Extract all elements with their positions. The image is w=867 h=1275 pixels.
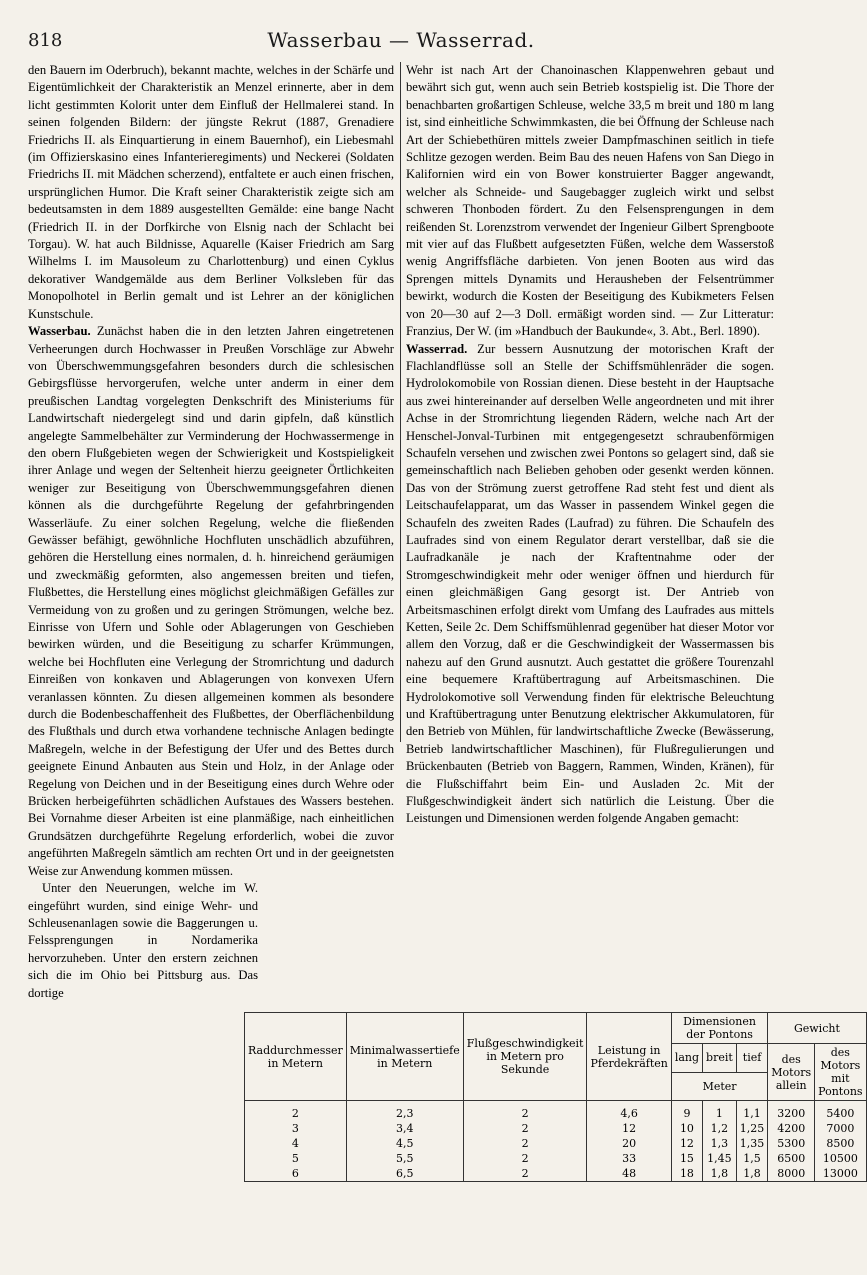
cell-g1: 6500	[768, 1151, 815, 1166]
paragraph-text: Zur bessern Ausnutzung der motorischen Kraft der Flachlandflüsse soll an Stelle der Schiffsmühlenräder die sogen. Hydrolokomobile von Rossian dienen. Diese besteht in der Hauptsache aus zwei hintereinander auf derselben Welle angeordneten und mit ihrer Achse in der Stromrichtung liegenden Rädern, welche nach Art der Henschel-Jonval-Turbinen mit entgegengesetzt schraubenförmigen Schaufeln versehen und zwischen zwei Pontons so gelagert sind, daß sie gemeinschaftlich nach Belieben gehoben oder gesenkt werden können. Das von der Strömung zuerst getroffene Rad steht fest und dient als Leitschaufelapparat, um das Wasser in passendem Winkel gegen die Schaufeln des zweiten Rades (Laufrad) zu führen. Die Schaufeln des Laufrades sind von einem Regulator derart verstellbar, daß sie die Laufradkanäle je nach der Kraftentnahme oder der Stromgeschwindigkeit mehr oder weniger öffnen und hierdurch für einen gleichmäßigen Gang gesorgt ist. Der Antrieb von Arbeitsmaschinen erfolgt direkt vom Umfang des Laufrades aus mittels Ketten, Seile 2c. Dem Schiffsmühlenrad gegenüber hat dieser Motor vor allem den Vorzug, daß er die Geschwindigkeit der Wassermassen bis nahezu auf den Grund ausnutzt. Auch gestattet die größere Tourenzahl eine bequemere Kraftübertragung auf Arbeitsmaschinen. Die Hydrolokomotive soll Verwendung finden für elektrische Beleuchtung und Kraftübertragung unter Benutzung elektrischer Akkumulatoren, für den Betrieb von Mühlen, für landwirtschaftliche Zwecke (Bewässerung, Betrieb landwirtschaftlicher Maschinen), für Flußregulierungen und Brückenbauten (Betrieb von Baggern, Rammen, Winden, Kränen), für die Flußschiffahrt beim Ein- und Ausladen 2c. Mit der Flußgeschwindigkeit ändert sich natürlich die Leistung. Über die Leistungen und Dimensionen werden folgende Angaben gemacht:	[406, 341, 774, 826]
col-header-gewicht: Gewicht	[768, 1013, 866, 1044]
cell-ps: 48	[587, 1166, 671, 1182]
cell-v: 2	[463, 1151, 587, 1166]
col-header-wassertiefe: Minimalwassertiefe in Metern	[346, 1013, 463, 1101]
cell-w: 2,3	[346, 1101, 463, 1122]
cell-t: 1,8	[736, 1166, 768, 1182]
paragraph-wasserrad	[406, 341, 774, 828]
cell-w: 5,5	[346, 1151, 463, 1166]
col-header-dimensionen: Dimensionen der Pontons	[671, 1013, 767, 1044]
table-row	[245, 1166, 867, 1182]
cell-t: 1,5	[736, 1151, 768, 1166]
cell-v: 2	[463, 1101, 587, 1122]
cell-t: 1,25	[736, 1121, 768, 1136]
table-row	[245, 1121, 867, 1136]
cell-l: 9	[671, 1101, 702, 1122]
lemma-heading: Wasserrad.	[406, 341, 468, 356]
cell-t: 1,1	[736, 1101, 768, 1122]
cell-ps: 4,6	[587, 1101, 671, 1122]
table-row	[245, 1151, 867, 1166]
cell-g2: 13000	[815, 1166, 866, 1182]
col-header-raddurchmesser: Raddurchmesser in Metern	[245, 1013, 347, 1101]
cell-ps: 20	[587, 1136, 671, 1151]
cell-g1: 4200	[768, 1121, 815, 1136]
cell-d: 3	[245, 1121, 347, 1136]
cell-ps: 33	[587, 1151, 671, 1166]
cell-b: 1,45	[703, 1151, 737, 1166]
cell-b: 1,3	[703, 1136, 737, 1151]
cell-g1: 8000	[768, 1166, 815, 1182]
cell-g2: 10500	[815, 1151, 866, 1166]
col-header-meter: Meter	[671, 1072, 767, 1101]
cell-w: 3,4	[346, 1121, 463, 1136]
right-column	[406, 62, 774, 828]
lemma-heading: Wasserbau.	[28, 324, 91, 339]
cell-b: 1	[703, 1101, 737, 1122]
left-column	[28, 62, 394, 1002]
cell-d: 6	[245, 1166, 347, 1182]
cell-t: 1,35	[736, 1136, 768, 1151]
paragraph: Unter den Neuerungen, welche im W. eingeführt wurden, sind einige Wehr- und Schleusenanlagen sowie die Baggerungen u. Felssprengungen in Nordamerika hervorzuheben. Unter den erstern zeichnen sich die im Ohio bei Pittsburg aus. Das dortige	[28, 881, 258, 1000]
col-header-lang: lang	[671, 1044, 702, 1073]
paragraph: den Bauern im Oderbruch), bekannt machte, welches in der Schärfe und Eigentümlichkeit der Charakteristik an Menzel erinnerte, aber in dem licht gestimmten Kolorit unter dem Einfluß der Hellmalerei stand. In seinen folgenden Bildern: der jüngste Rekrut (1887, Grenadiere Friedrichs II. als Einquartierung in einem Bauernhof), ein Liebesmahl (im Offizierskasino eines Infanterieregiments) und Neckerei (Soldaten Friedrichs II. mit Mädchen scherzend), entfaltete er auch einen frischen, ursprünglichen Humor. Die Kraft seiner Charakteristik zeigte sich am bedeutsamsten in dem 1889 ausgestellten Gemälde: eine bange Nacht (Friedrich II. in der Dorfkirche von Elsnig nach der Schlacht bei Torgau). W. hat auch Bildnisse, Aquarelle (Kaiser Friedrich am Sarg Wilhelms I. im Mausoleum zu Charlottenburg) und einen Cyklus dekorativer Wandgemälde aus dem Berliner Volksleben für das Monopolhotel in Berlin gemalt und ist Lehrer an der königlichen Kunstschule.	[28, 63, 394, 321]
col-header-tief: tief	[736, 1044, 768, 1073]
paragraph-wasserbau	[28, 323, 394, 880]
running-title: Wasserbau — Wasserrad.	[267, 28, 535, 52]
col-header-leistung: Leistung in Pferdekräften	[587, 1013, 671, 1101]
cell-l: 10	[671, 1121, 702, 1136]
cell-g2: 8500	[815, 1136, 866, 1151]
cell-g2: 7000	[815, 1121, 866, 1136]
cell-d: 4	[245, 1136, 347, 1151]
cell-v: 2	[463, 1121, 587, 1136]
cell-d: 5	[245, 1151, 347, 1166]
cell-b: 1,8	[703, 1166, 737, 1182]
table-row	[245, 1101, 867, 1122]
cell-v: 2	[463, 1136, 587, 1151]
data-table	[244, 1012, 867, 1182]
cell-g2: 5400	[815, 1101, 866, 1122]
table-row	[245, 1136, 867, 1151]
page-number: 818	[28, 30, 63, 51]
col-header-breit: breit	[703, 1044, 737, 1073]
column-divider	[400, 62, 401, 742]
cell-ps: 12	[587, 1121, 671, 1136]
cell-g1: 5300	[768, 1136, 815, 1151]
paragraph: Wehr ist nach Art der Chanoinaschen Klappenwehren gebaut und bewährt sich gut, wenn auch sein Betrieb kostspielig ist. Die Thore der benachbarten großartigen Schleuse, welche 33,5 m breit und 180 m lang ist, sind einheitliche Schwimmkasten, die bei Öffnung der Schleuse nach Art der Schiebethüren mittels zweier Dampfmaschinen seitlich in tiefe Schlitze gezogen werden. Beim Bau des neuen Hafens von San Diego in Kalifornien wird ein von Bower konstruierter Bagger angewandt, welcher als Schneide- und Saugebagger zugleich wirkt und selbst schweren Thonboden fördert. Zu den Felsensprengungen in dem reißenden St. Lorenzstrom verwendet der Ingenieur Gilbert Sprengboote mit vier auf das Flußbett aufgesetzten Füßen, welche dem Wasserstoß wenig Angriffsfläche darbieten. Von jenen Booten aus wird das Sprengen mittels Dynamits und Herausheben der Felsentrümmer bewirkt, wodurch die Kosten der Beseitigung des Kubikmeters Felsen von 20—30 auf 2—3 Doll. ermäßigt worden sind. — Zur Litteratur: Franzius, Der W. (im »Handbuch der Baukunde«, 3. Abt., Berl. 1890).	[406, 63, 774, 339]
cell-l: 12	[671, 1136, 702, 1151]
col-header-motor-pontons: des Motors mit Pontons	[815, 1044, 866, 1101]
cell-b: 1,2	[703, 1121, 737, 1136]
page-header	[28, 26, 774, 60]
cell-g1: 3200	[768, 1101, 815, 1122]
cell-w: 6,5	[346, 1166, 463, 1182]
cell-w: 4,5	[346, 1136, 463, 1151]
cell-l: 15	[671, 1151, 702, 1166]
cell-d: 2	[245, 1101, 347, 1122]
cell-l: 18	[671, 1166, 702, 1182]
col-header-geschwindigkeit: Flußgeschwindigkeit in Metern pro Sekunde	[463, 1013, 587, 1101]
cell-v: 2	[463, 1166, 587, 1182]
paragraph-text: Zunächst haben die in den letzten Jahren eingetretenen Verheerungen durch Hochwasser in Preußen Vorschläge zur Abwehr von Überschwemmungsgefahren besonders durch die schlesischen Gebirgsflüsse hervorgerufen, welche unter anderm in einer dem preußischen Landtag vorgelegten Denkschrift des Ministeriums für Landwirtschaft niedergelegt sind und darin gipfeln, daß künstlich angelegte Sammelbehälter zur Verminderung der Hochwassermenge in den obern Flußgebieten wegen der Schwierigkeit und Kostspieligkeit ihrer Anlage und wegen der Seltenheit hierzu geeigneter Örtlichkeiten weniger zur Beseitigung von Überschwemmungsgefahren dienen können als die durchgeführte Regelung der gefahrbringenden Wasserläufe. Zu einer solchen Regelung, welche die fließenden Gewässer befähigt, gewöhnliche Hochfluten unschädlich abzuführen, gehören die Herstellung eines normalen, d. h. hinreichend geräumigen und zweckmäßig geformten, also angemessen breiten und tiefen, Flußbettes, die Herstellung eines möglichst gleichmäßigen Gefälles zur Vermeidung von zu großen und zu geringen Strömungen, welche bez. Einrisse von Ufern und Sohle oder Ablagerungen von Geschieben bewirken würden, und die Beseitigung zu scharfer Krümmungen, welche bei Hochfluten eine Verlegung der Stromrichtung und dadurch Einreißen von konkaven und Ablagerungen von konvexen Ufern veranlassen könnten. Zu diesen allgemeinen kommen als besondere durch die Bodenbeschaffenheit des Flußbettes, der Oberflächenbildung des Flußthals und durch etwa vorhandene technische Anlagen bedingte Maßregeln, welche in der Befestigung der Ufer und des Bettes durch geeignete Einund Anbauten aus Stein und Holz, in der Anlage oder Regelung von Deichen und in der Beseitigung eines durch Wehre oder Brücken herbeigeführten schädlichen Aufstaues des Wassers bestehen. Bei Vornahme dieser Arbeiten ist eine planmäßige, nach einheitlichen Grundsätzen durchgeführte Regelung erforderlich, wobei die zuvor angeführten Maßregeln sämtlich am rechten Ort und in der geeignetsten Weise zur Anwendung kommen müssen.	[28, 324, 394, 878]
col-header-motor: des Motors allein	[768, 1044, 815, 1101]
